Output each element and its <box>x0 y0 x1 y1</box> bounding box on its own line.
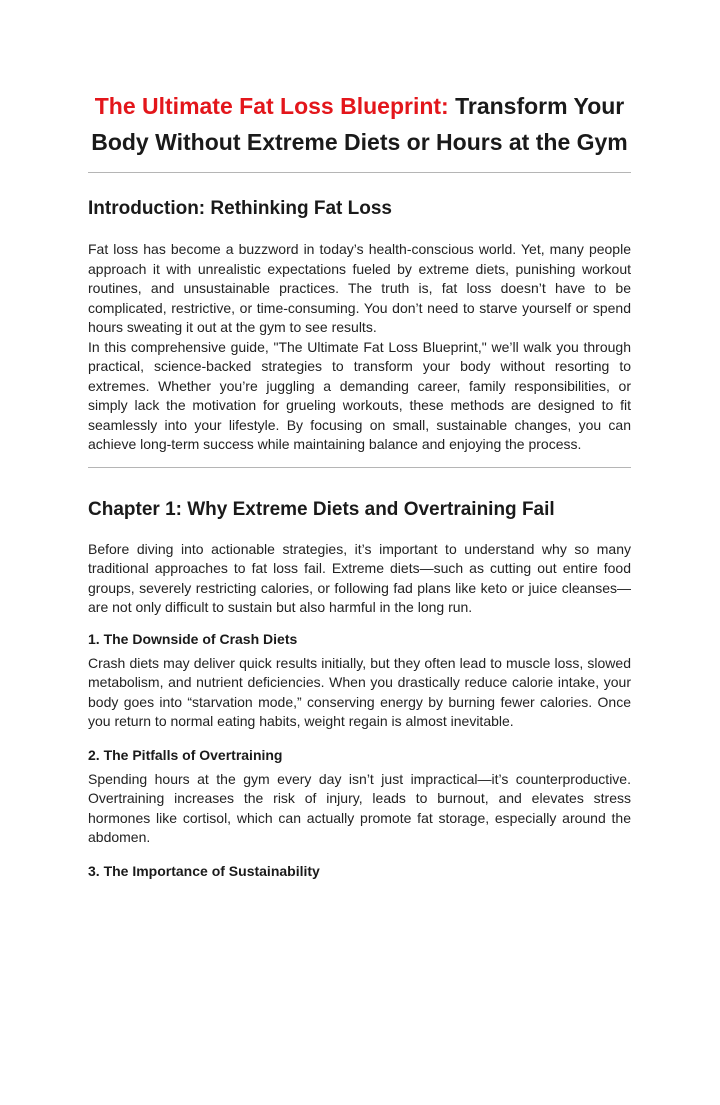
section-heading-introduction: Introduction: Rethinking Fat Loss <box>88 198 392 219</box>
chapter-1-intro-paragraph: Before diving into actionable strategies, it’s important to understand why so many traditional approaches to fat loss fail. Extreme diets—such as cutting out entire food groups, severely restricting calories, or following fad plans like keto or juice cleanses—are not only difficult to sustain but also harmful in the long run. <box>88 540 631 615</box>
subsection-heading-crash-diets: 1. The Downside of Crash Diets <box>88 630 298 647</box>
intro-paragraph-2: In this comprehensive guide, "The Ultimate Fat Loss Blueprint," we’ll walk you through practical, science-backed strategies to transform your body without resorting to extremes. Whether you’re juggling a demanding career, family responsibilities, or simply lack the motivation for grueling workouts, these methods are designed to fit seamlessly into your lifestyle. By focusing on small, sustainable changes, you can achieve long-term success while maintaining balance and enjoying the process. <box>88 338 631 452</box>
subsection-heading-sustainability: 3. The Importance of Sustainability <box>88 862 320 879</box>
title-rest: Transform Your Body Without Extreme Diets or Hours at the Gym <box>91 93 628 155</box>
document-page <box>0 88 720 1105</box>
divider <box>88 467 631 468</box>
subsection-paragraph-crash-diets: Crash diets may deliver quick results initially, but they often lead to muscle loss, slowed metabolism, and nutrient deficiencies. When you drastically reduce calorie intake, your body goes into “starvation mode,” conserving energy by burning fewer calories. Once you return to normal eating habits, weight regain is almost inevitable. <box>88 654 631 729</box>
document-title <box>88 88 631 160</box>
subsection-paragraph-overtraining: Spending hours at the gym every day isn’t just impractical—it’s counterproductive. Overtraining increases the risk of injury, leads to burnout, and elevates stress hormones like cortisol, which can actually promote fat storage, especially around the abdomen. <box>88 770 631 845</box>
title-accent: The Ultimate Fat Loss Blueprint: <box>94 93 449 119</box>
intro-paragraph-1: Fat loss has become a buzzword in today’s health-conscious world. Yet, many people approach it with unrealistic expectations fueled by extreme diets, punishing workout routines, and unsustainable practices. The truth is, fat loss doesn’t have to be complicated, restrictive, or time-consuming. You don’t need to starve yourself or spend hours sweating it out at the gym to see results. <box>88 241 631 335</box>
divider <box>88 172 631 173</box>
section-heading-chapter-1: Chapter 1: Why Extreme Diets and Overtraining Fail <box>88 498 555 520</box>
subsection-heading-overtraining: 2. The Pitfalls of Overtraining <box>88 746 283 763</box>
